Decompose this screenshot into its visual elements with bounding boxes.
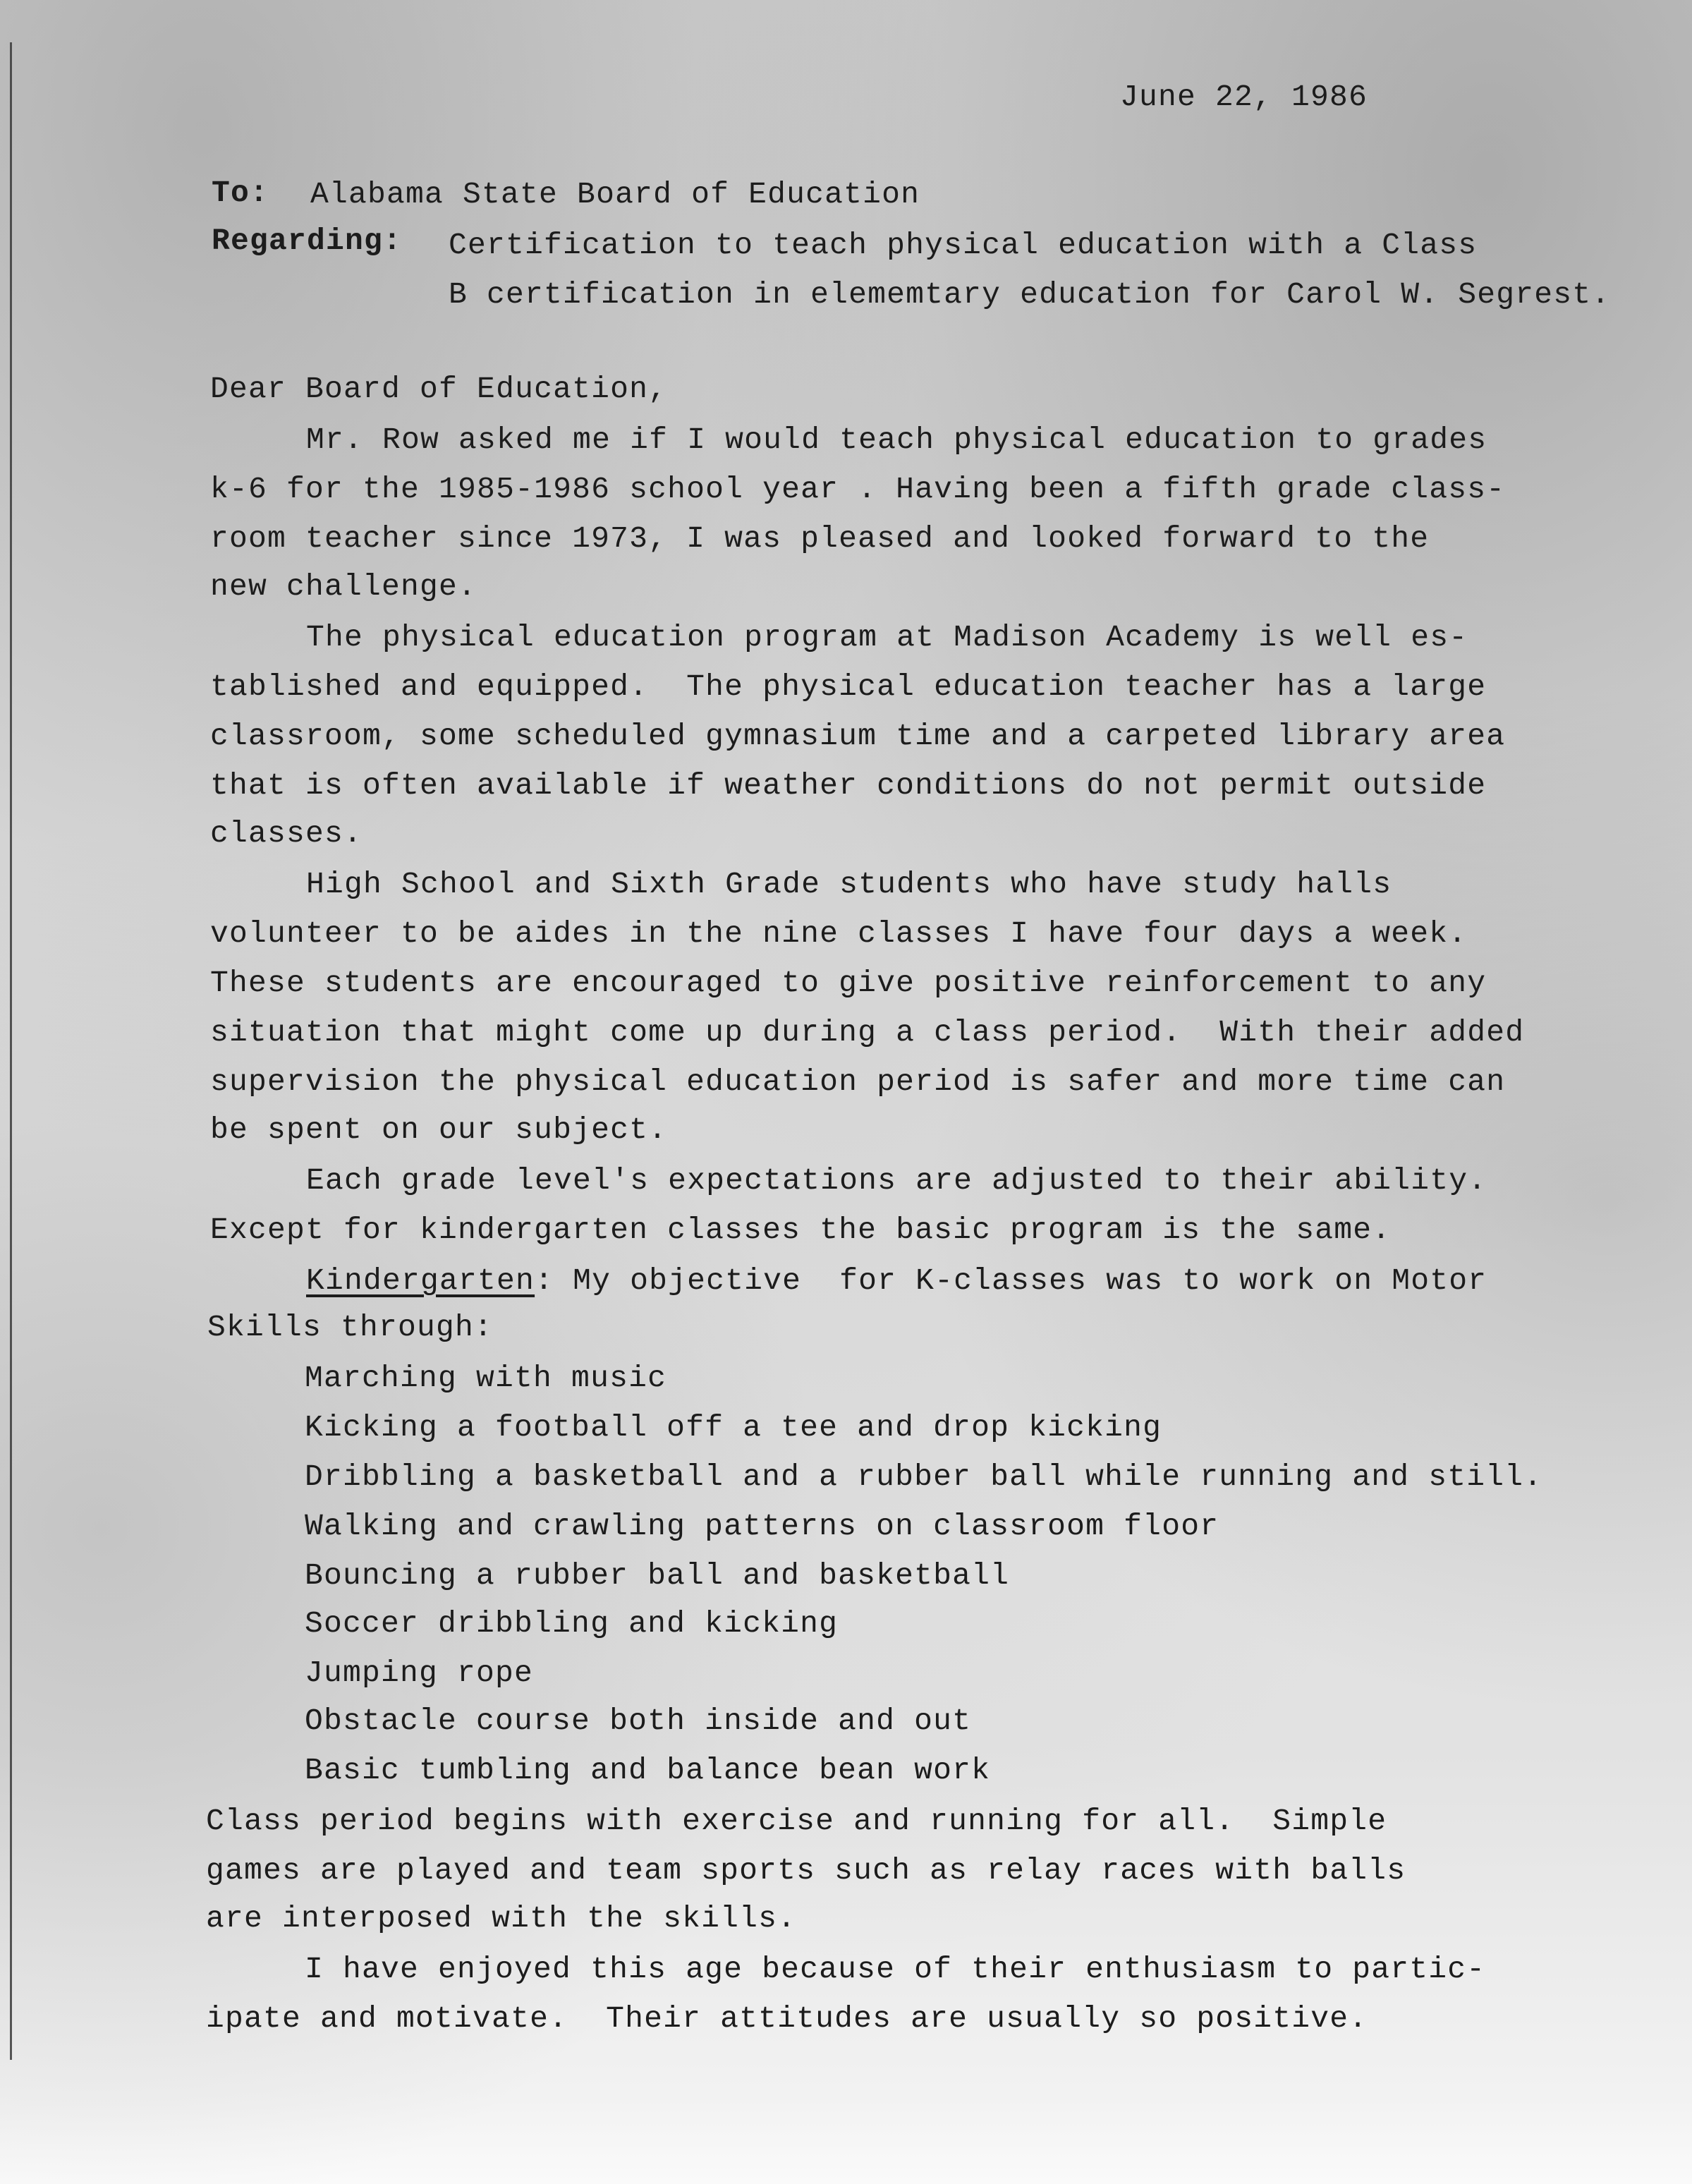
to-recipient: Alabama State Board of Education [310, 177, 920, 212]
body-line: The physical education program at Madison Academy is well es- [306, 620, 1468, 655]
body-line: Except for kindergarten classes the basic program is the same. [210, 1213, 1392, 1247]
salutation: Dear Board of Education, [210, 372, 668, 406]
letter-date: June 22, 1986 [1120, 80, 1368, 114]
skill-item: Dribbling a basketball and a rubber ball while running and still. [305, 1460, 1543, 1494]
body-line: new challenge. [210, 569, 477, 604]
body-line: k-6 for the 1985-1986 school year . Having been a fifth grade class- [210, 472, 1506, 506]
skill-item: Walking and crawling patterns on classroom floor [305, 1509, 1219, 1543]
regarding-line-2: B certification in elememtary education for Carol W. Segrest. [449, 277, 1611, 312]
body-line: be spent on our subject. [210, 1112, 668, 1147]
closing-line: are interposed with the skills. [206, 1901, 797, 1936]
regarding-line-1: Certification to teach physical education with a Class [449, 228, 1478, 262]
left-margin-rule [10, 42, 12, 2060]
body-line: volunteer to be aides in the nine classes I have four days a week. [210, 916, 1468, 951]
regarding-label: Regarding: [212, 224, 403, 258]
skills-intro: Skills through: [207, 1310, 494, 1345]
body-line: Mr. Row asked me if I would teach physical education to grades [306, 423, 1487, 457]
body-line: These students are encouraged to give positive reinforcement to any [210, 966, 1487, 1000]
body-line: classroom, some scheduled gymnasium time and a carpeted library area [210, 719, 1506, 753]
body-line: room teacher since 1973, I was pleased and looked forward to the [210, 521, 1430, 556]
body-line: tablished and equipped. The physical education teacher has a large [210, 669, 1487, 704]
body-line: supervision the physical education period is safer and more time can [210, 1064, 1506, 1099]
body-line: classes. [210, 816, 363, 851]
skill-item: Jumping rope [305, 1656, 534, 1690]
body-line: Each grade level's expectations are adjusted to their ability. [306, 1163, 1487, 1198]
closing-line: games are played and team sports such as relay races with balls [206, 1853, 1406, 1888]
closing-line: Class period begins with exercise and running for all. Simple [206, 1804, 1387, 1838]
kindergarten-objective-text: : My objective for K-classes was to work on Motor [535, 1263, 1487, 1298]
body-line: that is often available if weather conditions do not permit outside [210, 768, 1487, 803]
closing-line: ipate and motivate. Their attitudes are usually so positive. [206, 2001, 1368, 2036]
skill-item: Marching with music [305, 1361, 667, 1395]
body-line: High School and Sixth Grade students who have study halls [306, 867, 1392, 902]
skill-item: Bouncing a rubber ball and basketball [305, 1558, 1010, 1593]
skill-item: Basic tumbling and balance bean work [305, 1753, 991, 1788]
kindergarten-objective [306, 1263, 1487, 1299]
to-label: To: [212, 176, 269, 210]
skill-item: Soccer dribbling and kicking [305, 1606, 839, 1641]
closing-line: I have enjoyed this age because of their enthusiasm to partic- [305, 1952, 1486, 1986]
body-line: situation that might come up during a class period. With their added [210, 1015, 1525, 1050]
kindergarten-heading: Kindergarten [306, 1263, 535, 1298]
skill-item: Kicking a football off a tee and drop kicking [305, 1410, 1162, 1445]
skill-item: Obstacle course both inside and out [305, 1704, 972, 1738]
